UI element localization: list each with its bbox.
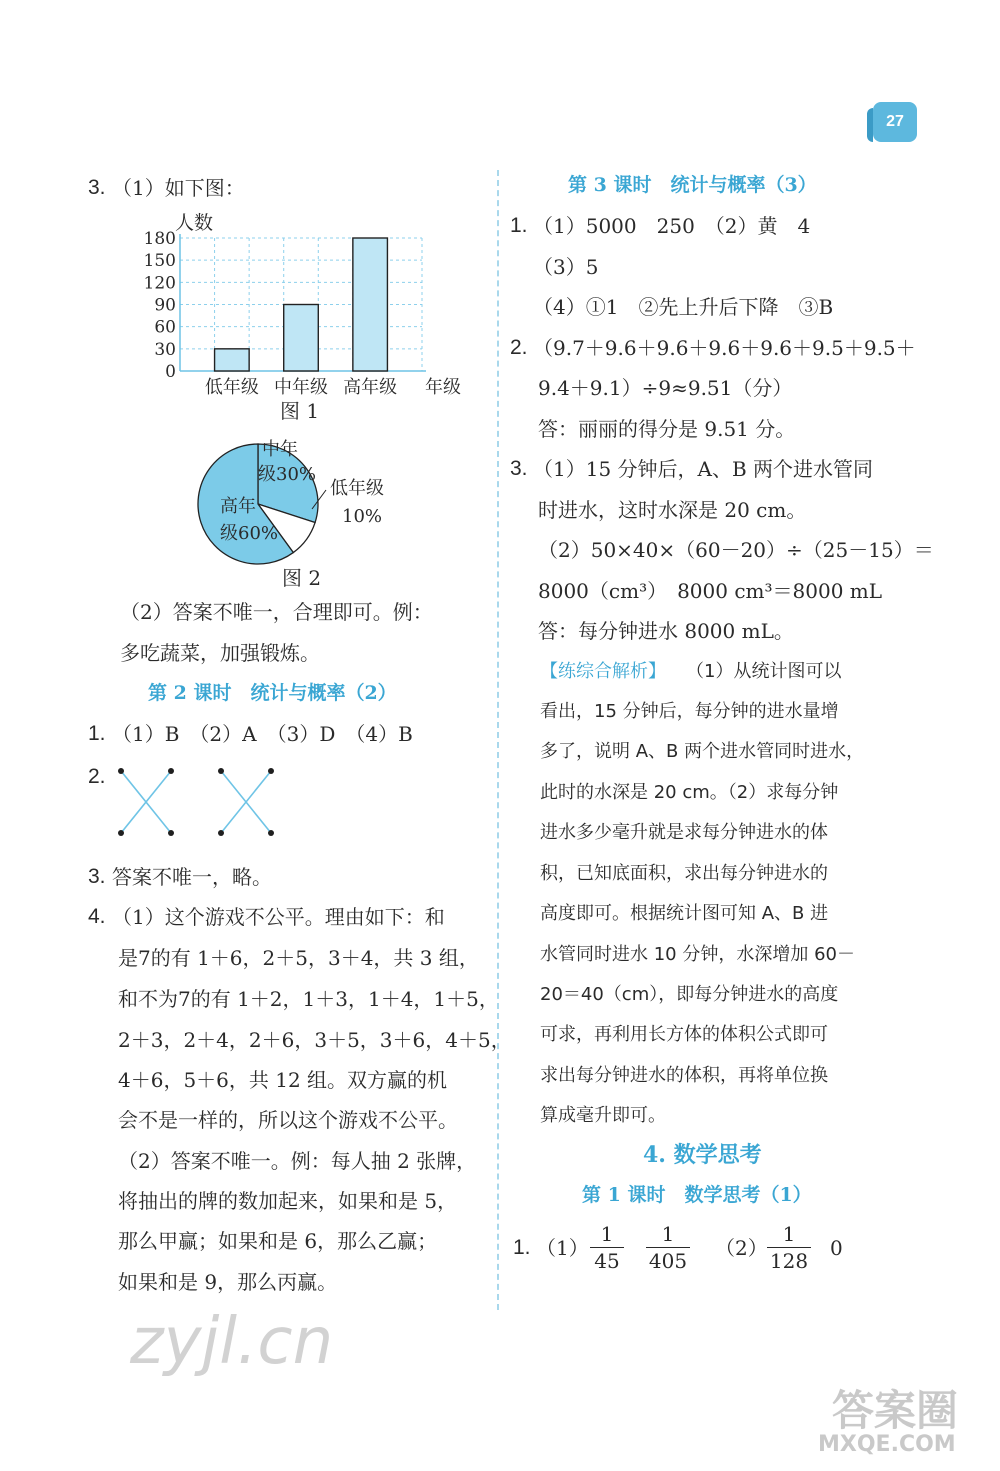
fraction-numerator: 1 xyxy=(782,1222,796,1246)
answer-text: （2）答案不唯一，合理即可。例： xyxy=(120,600,433,624)
answer-line: （1）15 分钟后，A、B 两个进水管同 xyxy=(533,457,874,481)
analysis-line: 算成毫升即可。 xyxy=(540,1105,666,1126)
y-tick-label: 90 xyxy=(154,295,176,316)
pie-label: 低年级 xyxy=(330,478,384,499)
y-tick-label: 60 xyxy=(154,317,176,338)
question-number: 1. xyxy=(513,1236,531,1259)
answer-text: （2） xyxy=(715,1236,768,1260)
chart-y-label: 人数 xyxy=(175,212,214,234)
analysis-line: 进水多少毫升就是求每分钟进水的体 xyxy=(540,822,828,843)
dot xyxy=(118,830,124,836)
matching-diagram xyxy=(110,760,280,845)
analysis-line: 20＝40（cm），即每分钟进水的高度 xyxy=(540,984,839,1005)
answer-line: 9.4＋9.1）÷9≈9.51（分） xyxy=(538,376,793,400)
question-number: 3. xyxy=(88,865,106,888)
bar xyxy=(215,349,250,371)
column-divider xyxy=(497,170,499,1310)
analysis-line: （1）从统计图可以 xyxy=(686,661,842,682)
answer-line: （1）这个游戏不公平。理由如下：和 xyxy=(112,905,445,929)
analysis-line: 高度即可。根据统计图可知 A、B 进 xyxy=(540,903,829,924)
answer-line: 如果和是 9，那么丙赢。 xyxy=(118,1270,338,1294)
answer-line: 时进水，这时水深是 20 cm。 xyxy=(538,498,807,522)
answer-line: 是7的有 1＋6，2＋5，3＋4，共 3 组， xyxy=(118,946,479,970)
y-tick-label: 0 xyxy=(165,362,176,382)
x-tick-label: 低年级 xyxy=(204,377,259,398)
answer-line: 答：每分钟进水 8000 mL。 xyxy=(538,619,794,643)
fraction-denominator: 128 xyxy=(769,1249,809,1273)
watermark-logo: 答案圈 xyxy=(832,1386,959,1435)
dot xyxy=(268,768,274,774)
analysis-line: 多了，说明 A、B 两个进水管同时进水， xyxy=(540,741,865,762)
answer-line: （3）5 xyxy=(533,255,599,279)
answer-text: 答案不唯一，略。 xyxy=(112,865,272,889)
chart-caption: 图 2 xyxy=(282,566,322,590)
answer-line: 会不是一样的，所以这个游戏不公平。 xyxy=(118,1108,458,1132)
dot xyxy=(118,768,124,774)
chart-caption: 图 1 xyxy=(280,399,320,423)
analysis-line: 水管同时进水 10 分钟，水深增加 60－ xyxy=(540,944,855,965)
fraction xyxy=(767,1222,811,1273)
answer-text: 0 xyxy=(830,1236,843,1260)
answer-line: （9.7＋9.6＋9.6＋9.6＋9.6＋9.5＋9.5＋ xyxy=(533,336,916,360)
pie-label: 中年 xyxy=(262,439,298,460)
dot xyxy=(268,830,274,836)
fraction xyxy=(646,1222,690,1273)
analysis-tag: 【练综合解析】 xyxy=(540,661,666,682)
question-text: （1）如下图： xyxy=(112,176,245,200)
fraction-denominator: 405 xyxy=(648,1249,688,1273)
question-number: 1. xyxy=(510,214,528,237)
analysis-line: 求出每分钟进水的体积，再将单位换 xyxy=(540,1065,828,1086)
analysis-line: 此时的水深是 20 cm。（2）求每分钟 xyxy=(540,782,839,803)
y-tick-label: 150 xyxy=(143,251,176,272)
question-number: 1. xyxy=(88,722,106,745)
dot xyxy=(218,768,224,774)
analysis-line: 可求，再利用长方体的体积公式即可 xyxy=(540,1024,828,1045)
dot xyxy=(218,830,224,836)
answer-line: 2＋3，2＋4，2＋6，3＋5，3＋6，4＋5， xyxy=(118,1028,511,1052)
answer-line: 那么甲赢；如果和是 6，那么乙赢； xyxy=(118,1229,438,1253)
lesson-title: 第 1 课时 数学思考（1） xyxy=(582,1184,812,1206)
x-axis-label: 年级 xyxy=(425,377,461,398)
pie-label: 级30% xyxy=(258,464,317,485)
watermark: zyjl.cn xyxy=(130,1305,334,1379)
answer-text: （1） xyxy=(536,1236,589,1260)
answer-line: 和不为7的有 1＋2，1＋3，1＋4，1＋5， xyxy=(118,987,499,1011)
pie-slices xyxy=(198,438,384,564)
pie-chart xyxy=(190,432,410,572)
answer-line: 8000（cm³） 8000 cm³＝8000 mL xyxy=(538,579,883,603)
y-tick-label: 30 xyxy=(154,339,176,360)
pie-label: 高年 xyxy=(220,496,256,517)
question-number: 2. xyxy=(510,336,528,359)
fraction-numerator: 1 xyxy=(661,1222,675,1246)
pie-label: 级60% xyxy=(220,523,279,544)
fraction xyxy=(590,1222,624,1273)
y-tick-label: 120 xyxy=(143,273,176,294)
answer-text: （1）B （2）A （3）D （4）B xyxy=(112,722,413,746)
bar xyxy=(353,238,388,371)
watermark-url: MXQE.COM xyxy=(818,1432,956,1457)
answer-line: （2）50×40×（60－20）÷（25－15）＝ xyxy=(538,538,934,562)
question-number: 2. xyxy=(88,765,106,788)
answer-text: 多吃蔬菜，加强锻炼。 xyxy=(120,641,320,665)
bar-chart xyxy=(130,205,470,400)
bar xyxy=(284,305,319,372)
fraction-numerator: 1 xyxy=(600,1222,614,1246)
fraction-denominator: 45 xyxy=(594,1249,620,1273)
x-tick-label: 高年级 xyxy=(343,377,398,398)
lesson-title: 第 2 课时 统计与概率（2） xyxy=(148,682,397,704)
pie-label: 10% xyxy=(342,506,383,527)
answer-line: 将抽出的牌的数加起来，如果和是 5， xyxy=(118,1189,458,1213)
x-tick-label: 中年级 xyxy=(274,377,328,398)
page-number-badge: 27 xyxy=(873,102,917,142)
answer-line: （4）①1 ②先上升后下降 ③B xyxy=(533,295,834,319)
analysis-line: 看出，15 分钟后，每分钟的进水量增 xyxy=(540,701,839,722)
dot xyxy=(168,830,174,836)
y-tick-label: 180 xyxy=(143,229,176,249)
answer-line: （2）答案不唯一。例：每人抽 2 张牌， xyxy=(118,1149,477,1173)
section-title: 4. 数学思考 xyxy=(643,1142,762,1168)
answer-line: 4＋6，5＋6，共 12 组。双方赢的机 xyxy=(118,1068,448,1092)
question-number: 3. xyxy=(88,176,106,199)
answer-line: （1）5000 250 （2）黄 4 xyxy=(533,214,811,238)
question-number: 3. xyxy=(510,457,528,480)
dot xyxy=(168,768,174,774)
analysis-line: 积，已知底面积，求出每分钟进水的 xyxy=(540,863,828,884)
lesson-title: 第 3 课时 统计与概率（3） xyxy=(568,174,817,196)
question-number: 4. xyxy=(88,905,106,928)
answer-line: 答：丽丽的得分是 9.51 分。 xyxy=(538,417,796,441)
